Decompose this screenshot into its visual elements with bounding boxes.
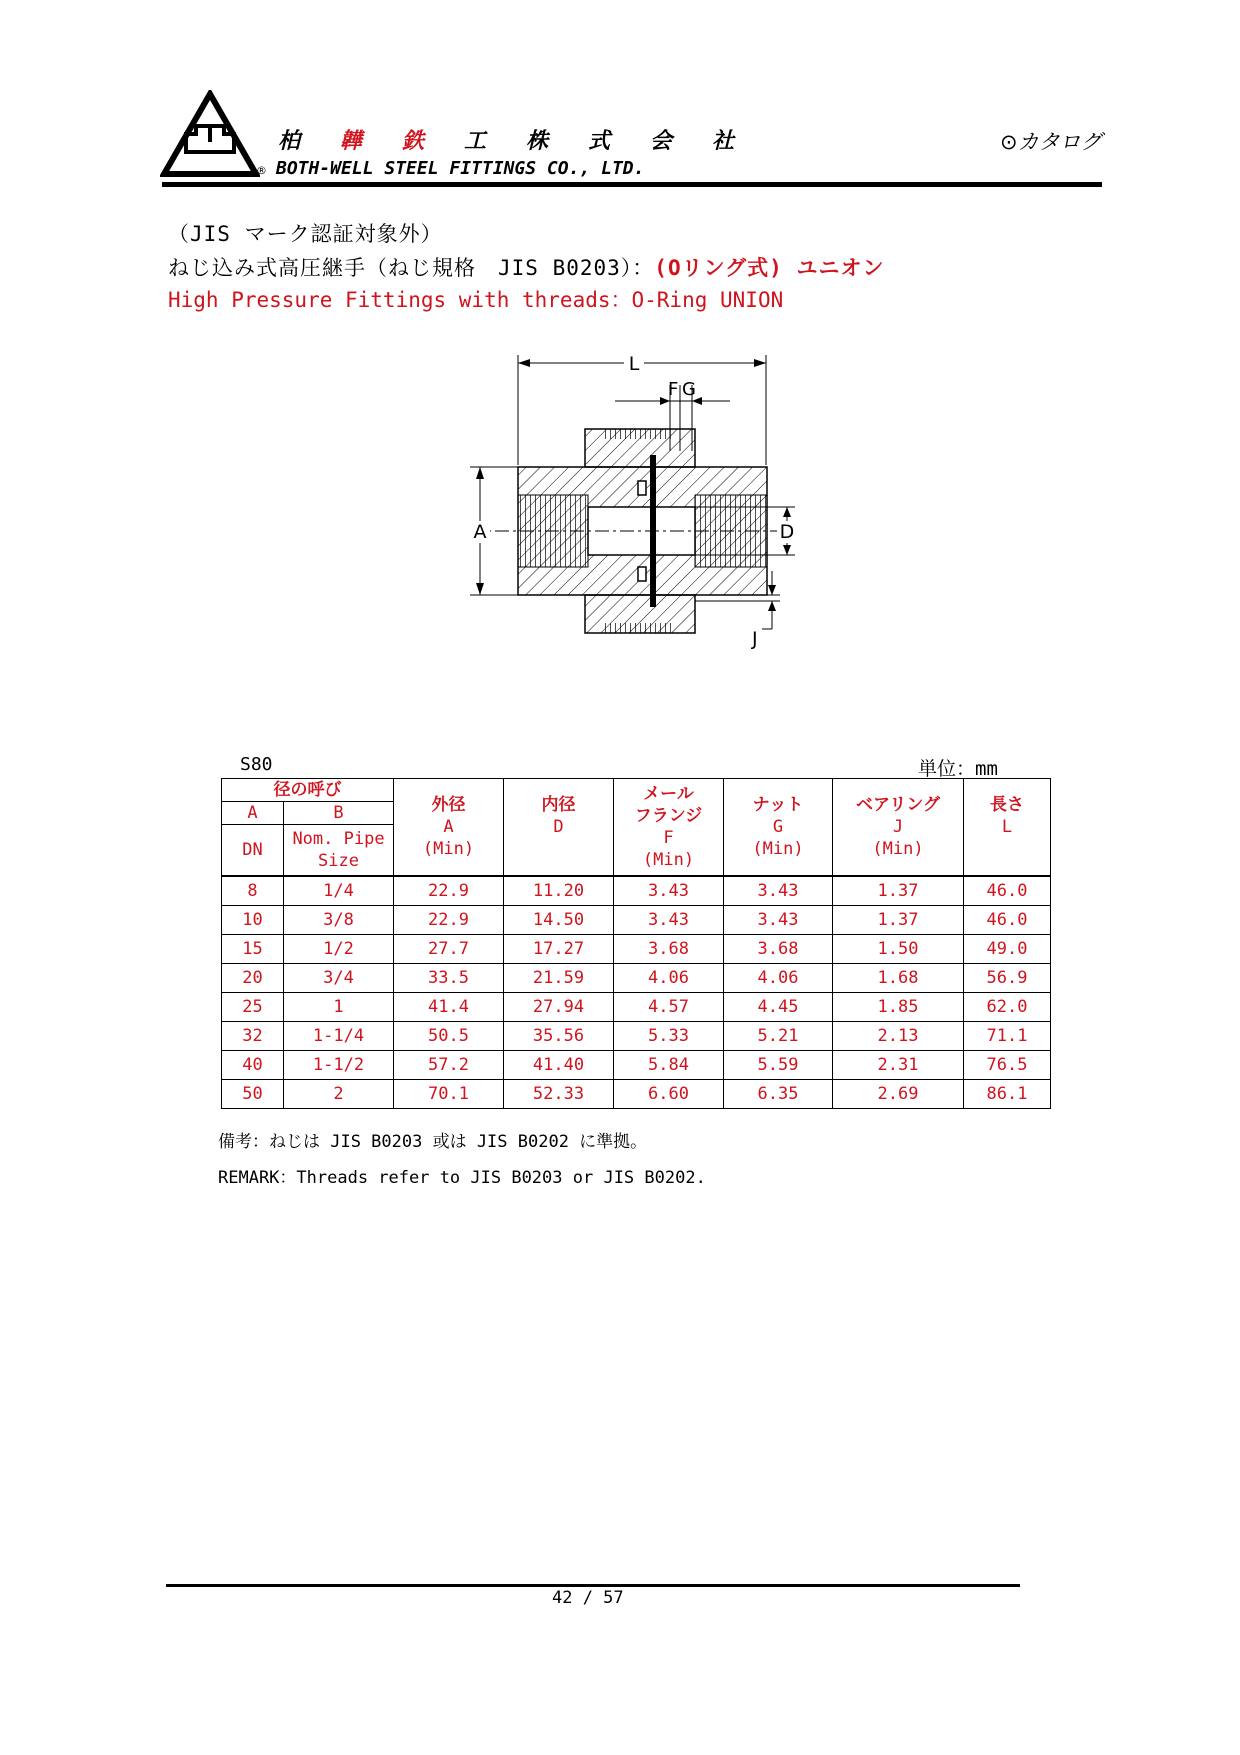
table-cell: 3.68: [614, 935, 724, 964]
jis-note: （JIS マーク認証対象外）: [168, 222, 443, 246]
company-char: 社: [712, 128, 735, 154]
table-cell: 2.13: [833, 1022, 964, 1051]
header-inner-code: D: [553, 817, 564, 837]
header-bearing-min: (Min): [872, 839, 924, 859]
table-cell: 5.59: [724, 1051, 833, 1080]
header-dn: DN: [222, 825, 284, 877]
table-cell: 1.85: [833, 993, 964, 1022]
dim-label-g: G: [682, 379, 696, 400]
company-char: 式: [588, 128, 611, 154]
header-bearing-code: J: [892, 817, 904, 837]
table-cell: 1.68: [833, 964, 964, 993]
union-diagram: [450, 345, 840, 665]
table-row: [222, 935, 1051, 964]
table-cell: 8: [222, 876, 284, 906]
table-row: [222, 1080, 1051, 1109]
header-outer-code: A: [443, 817, 454, 837]
table-cell: 56.9: [964, 964, 1051, 993]
header-bearing: [833, 779, 964, 877]
table-cell: 1.37: [833, 876, 964, 906]
unit-label: 単位：mm: [918, 758, 998, 780]
header-flange-jp1: メール: [643, 784, 694, 804]
table-cell: 5.21: [724, 1022, 833, 1051]
header-nom-pipe-size: Nom. Pipe Size: [284, 825, 394, 877]
table-cell: 1.37: [833, 906, 964, 935]
table-cell: 71.1: [964, 1022, 1051, 1051]
table-cell: 1: [284, 993, 394, 1022]
table-cell: 50.5: [394, 1022, 504, 1051]
table-cell: 3.68: [724, 935, 833, 964]
table-row: [222, 1022, 1051, 1051]
table-cell: 22.9: [394, 906, 504, 935]
dim-label-f: F: [668, 379, 679, 400]
table-cell: 1-1/4: [284, 1022, 394, 1051]
table-cell: 50: [222, 1080, 284, 1109]
table-cell: 4.06: [614, 964, 724, 993]
table-cell: 76.5: [964, 1051, 1051, 1080]
table-row: [222, 993, 1051, 1022]
table-cell: 1/2: [284, 935, 394, 964]
table-row: [222, 876, 1051, 906]
table-cell: 41.4: [394, 993, 504, 1022]
company-name-en: BOTH-WELL STEEL FITTINGS CO., LTD.: [276, 158, 645, 179]
table-cell: 46.0: [964, 906, 1051, 935]
page-number: 42 / 57: [552, 1588, 624, 1608]
header-length: [964, 779, 1051, 877]
product-title-jp-name: (Oリング式) ユニオン: [654, 256, 885, 280]
spec-table-body: [222, 876, 1051, 1109]
catalog-label: ⊙カタログ: [1000, 130, 1102, 154]
table-cell: 57.2: [394, 1051, 504, 1080]
table-cell: 11.20: [504, 876, 614, 906]
table-cell: 10: [222, 906, 284, 935]
company-logo: [160, 90, 260, 180]
table-cell: 14.50: [504, 906, 614, 935]
header-outer-min: (Min): [422, 839, 475, 859]
product-title-jp-prefix: ねじ込み式高圧継手（ねじ規格 JIS B0203）：: [168, 256, 655, 280]
company-char: 鉄: [402, 128, 425, 154]
registered-mark: ®: [256, 164, 267, 177]
table-cell: 3.43: [724, 906, 833, 935]
table-cell: 35.56: [504, 1022, 614, 1051]
table-cell: 70.1: [394, 1080, 504, 1109]
header-rule: [162, 182, 1102, 187]
table-cell: 1-1/2: [284, 1051, 394, 1080]
table-cell: 1/4: [284, 876, 394, 906]
header-bearing-jp: ベアリング: [856, 795, 940, 815]
schedule-label: S80: [240, 754, 273, 775]
company-char: 韡: [340, 128, 363, 154]
header-nut-min: (Min): [752, 839, 804, 859]
table-cell: 4.45: [724, 993, 833, 1022]
company-char: 株: [526, 128, 549, 154]
table-cell: 3/4: [284, 964, 394, 993]
table-cell: 3.43: [724, 876, 833, 906]
header-flange-jp2: フランジ: [634, 806, 703, 826]
header-inner-diameter: [504, 779, 614, 877]
header-length-jp: 長さ: [990, 795, 1024, 815]
table-cell: 3.43: [614, 906, 724, 935]
header-b: B: [284, 802, 394, 825]
table-cell: 27.94: [504, 993, 614, 1022]
footer-rule: [166, 1584, 1020, 1587]
table-cell: 33.5: [394, 964, 504, 993]
table-cell: 15: [222, 935, 284, 964]
table-cell: 41.40: [504, 1051, 614, 1080]
table-cell: 5.84: [614, 1051, 724, 1080]
table-cell: 20: [222, 964, 284, 993]
table-cell: 27.7: [394, 935, 504, 964]
header-nominal: [222, 779, 394, 802]
header-flange-code: F: [663, 828, 674, 848]
product-title-en: High Pressure Fittings with threads：O-Ring UNION: [168, 288, 784, 312]
header-flange-min: (Min): [642, 850, 695, 870]
table-cell: 3/8: [284, 906, 394, 935]
company-char: 会: [650, 128, 673, 154]
table-cell: 2.31: [833, 1051, 964, 1080]
company-name-jp: [278, 124, 774, 155]
table-cell: 6.60: [614, 1080, 724, 1109]
table-cell: 25: [222, 993, 284, 1022]
header-outer-diameter: [394, 779, 504, 877]
dim-label-d: D: [779, 521, 795, 543]
table-cell: 6.35: [724, 1080, 833, 1109]
header-a: A: [222, 802, 284, 825]
table-row: [222, 906, 1051, 935]
remark-en: REMARK：Threads refer to JIS B0203 or JIS B0202.: [218, 1168, 706, 1188]
table-cell: 86.1: [964, 1080, 1051, 1109]
table-cell: 2.69: [833, 1080, 964, 1109]
table-cell: 46.0: [964, 876, 1051, 906]
header-nut-jp: ナット: [752, 795, 804, 815]
header-inner-jp: 内径: [541, 795, 576, 815]
dim-label-j: J: [752, 628, 758, 650]
table-row: [222, 1051, 1051, 1080]
table-cell: 17.27: [504, 935, 614, 964]
table-cell: 32: [222, 1022, 284, 1051]
company-char: 柏: [278, 128, 301, 154]
table-cell: 4.06: [724, 964, 833, 993]
table-cell: 62.0: [964, 993, 1051, 1022]
table-cell: 22.9: [394, 876, 504, 906]
table-cell: 1.50: [833, 935, 964, 964]
company-char: 工: [464, 128, 487, 154]
dim-label-a: A: [473, 521, 487, 543]
header-nut-code: G: [772, 817, 784, 837]
spec-table: [221, 778, 1051, 1109]
table-cell: 49.0: [964, 935, 1051, 964]
dim-label-l: L: [628, 353, 640, 375]
table-cell: 4.57: [614, 993, 724, 1022]
header-male-flange: [614, 779, 724, 877]
table-cell: 3.43: [614, 876, 724, 906]
header-length-code: L: [1001, 817, 1013, 837]
remark-jp: 備考：ねじは JIS B0203 或は JIS B0202 に準拠。: [218, 1132, 648, 1152]
header-outer-jp: 外径: [431, 795, 466, 815]
table-cell: 5.33: [614, 1022, 724, 1051]
table-row: [222, 964, 1051, 993]
table-cell: 40: [222, 1051, 284, 1080]
table-cell: 21.59: [504, 964, 614, 993]
header-nut: [724, 779, 833, 877]
table-cell: 2: [284, 1080, 394, 1109]
header-nominal-text: 径の呼び: [273, 780, 342, 800]
product-title-jp: [168, 252, 884, 282]
table-cell: 52.33: [504, 1080, 614, 1109]
